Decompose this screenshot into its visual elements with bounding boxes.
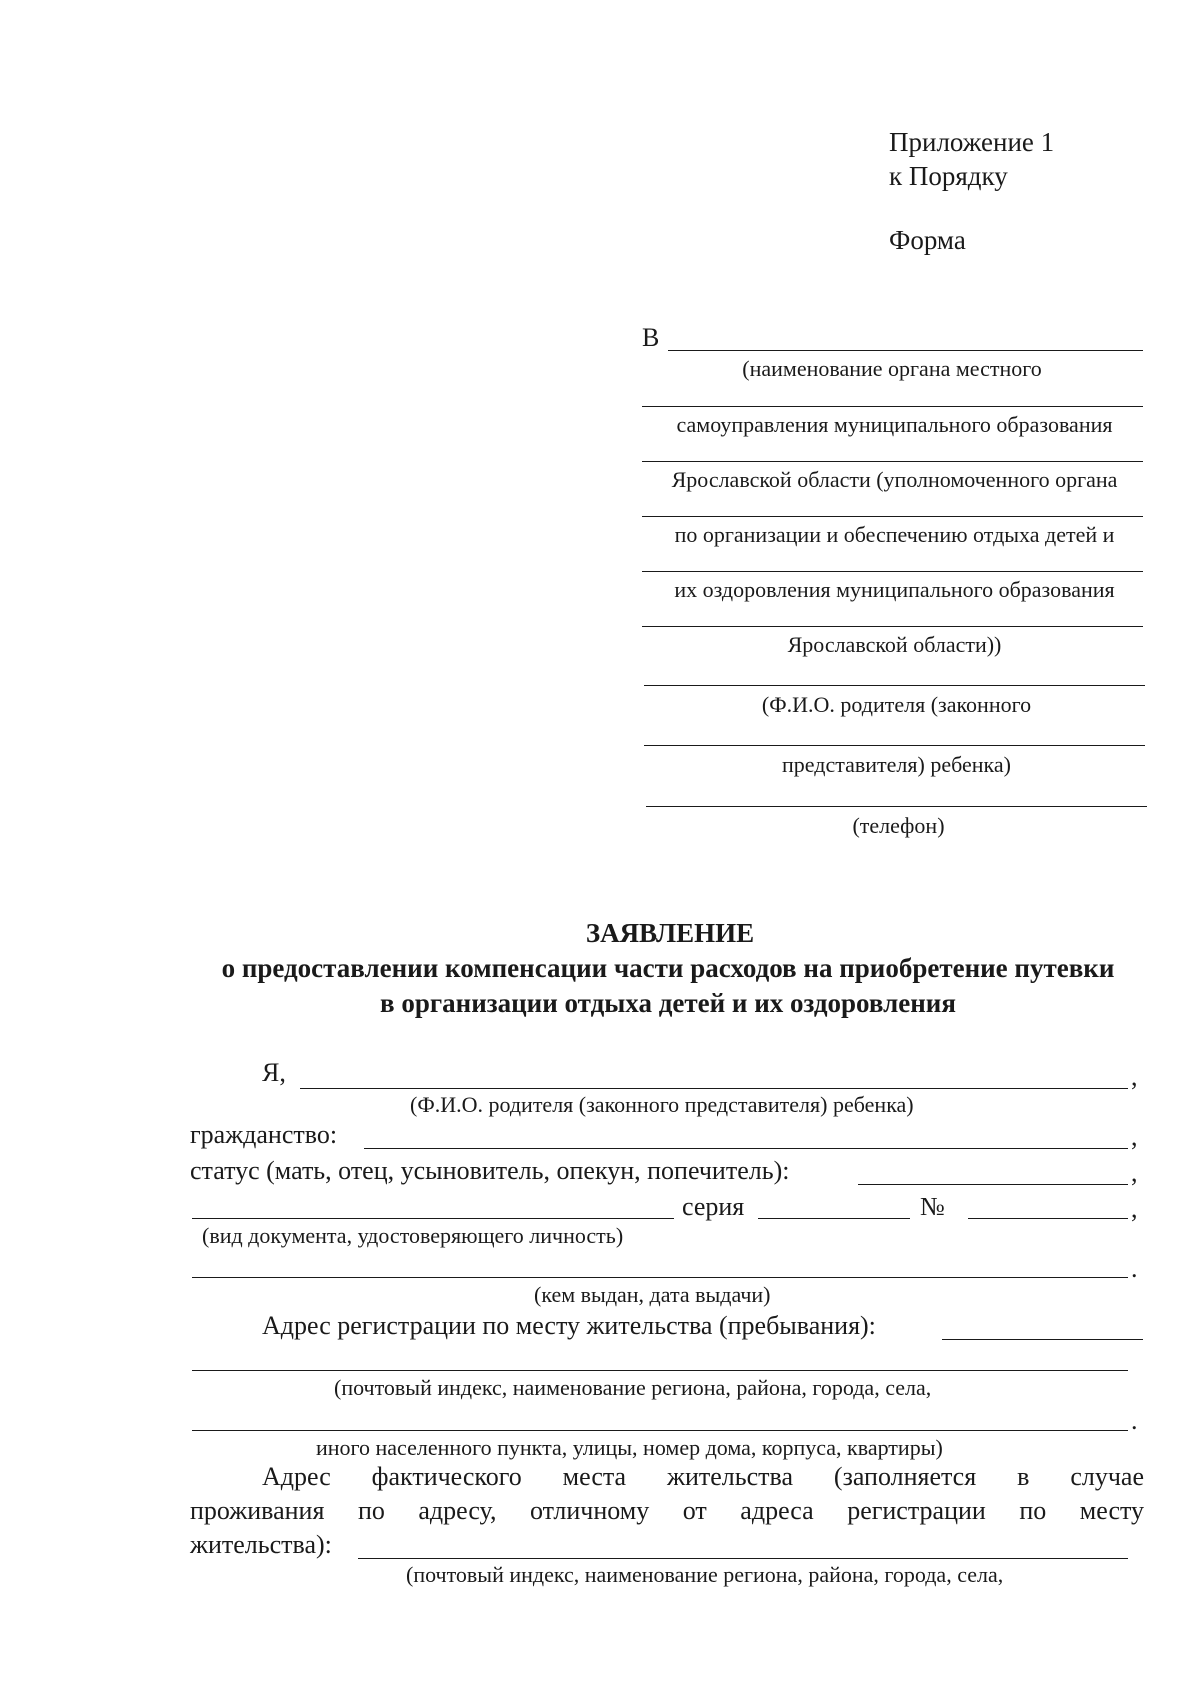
status-field[interactable] bbox=[858, 1184, 1128, 1185]
addressee-org-caption-3: Ярославской области (уполномоченного органа bbox=[671, 467, 1118, 492]
actual-address-word: в bbox=[1017, 1462, 1030, 1491]
actual-address-field[interactable] bbox=[358, 1558, 1128, 1559]
actual-address-line-3: жительства): bbox=[190, 1530, 332, 1559]
number-field[interactable] bbox=[968, 1218, 1128, 1219]
actual-address-word: отличному bbox=[529, 1496, 650, 1525]
addressee-org-field-6[interactable] bbox=[642, 626, 1143, 627]
addressee-org-field-2[interactable] bbox=[642, 406, 1143, 407]
actual-address-word: жительства bbox=[667, 1462, 793, 1491]
actual-address-word: (заполняется bbox=[833, 1462, 977, 1491]
series-field[interactable] bbox=[758, 1218, 910, 1219]
applicant-name-field[interactable] bbox=[300, 1088, 1128, 1089]
actual-address-word: месту bbox=[1079, 1496, 1144, 1525]
appendix-reference: к Порядку bbox=[889, 161, 1008, 191]
actual-address-word: от bbox=[682, 1496, 707, 1525]
statement-title: ЗАЯВЛЕНИЕ bbox=[585, 918, 755, 948]
applicant-name-comma: , bbox=[1131, 1062, 1138, 1091]
registration-address-label: Адрес регистрации по месту жительства (пребывания): bbox=[262, 1311, 876, 1340]
addressee-org-field-5[interactable] bbox=[642, 571, 1143, 572]
actual-address-word: адресу, bbox=[418, 1496, 497, 1525]
addressee-org-caption-4: по организации и обеспечению отдыха детей и bbox=[674, 522, 1115, 547]
form-label: Форма bbox=[889, 225, 966, 255]
registration-address-field[interactable] bbox=[942, 1339, 1143, 1340]
registration-postal-caption-1: (почтовый индекс, наименование региона, района, города, села, bbox=[334, 1375, 932, 1400]
actual-address-word: места bbox=[562, 1462, 627, 1491]
actual-address-word: фактического bbox=[371, 1462, 522, 1491]
parent-name-field-2[interactable] bbox=[644, 745, 1145, 746]
addressee-org-field[interactable] bbox=[668, 350, 1143, 351]
addressee-org-field-3[interactable] bbox=[642, 461, 1143, 462]
actual-address-word: по bbox=[1019, 1496, 1047, 1525]
phone-field[interactable] bbox=[646, 806, 1147, 807]
parent-name-field[interactable] bbox=[644, 685, 1145, 686]
actual-address-word: Адрес bbox=[262, 1462, 331, 1491]
actual-postal-caption: (почтовый индекс, наименование региона, района, города, села, bbox=[406, 1562, 1004, 1587]
actual-address-word: случае bbox=[1070, 1462, 1144, 1491]
addressee-org-field-4[interactable] bbox=[642, 516, 1143, 517]
number-label: № bbox=[920, 1192, 945, 1221]
addressee-org-caption-6: Ярославской области)) bbox=[787, 632, 1002, 657]
status-label: статус (мать, отец, усыновитель, опекун, попечитель): bbox=[190, 1156, 790, 1185]
addressee-org-caption-2: самоуправления муниципального образования bbox=[676, 412, 1113, 437]
applicant-name-caption: (Ф.И.О. родителя (законного представителя) ребенка) bbox=[410, 1092, 914, 1117]
registration-address-period: . bbox=[1131, 1406, 1138, 1435]
actual-address-word: по bbox=[357, 1496, 385, 1525]
issued-by-period: . bbox=[1131, 1254, 1138, 1283]
appendix-title: Приложение 1 bbox=[889, 127, 1055, 157]
registration-postal-caption-2: иного населенного пункта, улицы, номер дома, корпуса, квартиры) bbox=[316, 1435, 943, 1460]
issued-by-caption: (кем выдан, дата выдачи) bbox=[534, 1282, 771, 1307]
statement-subtitle-1: о предоставлении компенсации части расходов на приобретение путевки bbox=[221, 953, 1115, 983]
registration-address-field-2[interactable] bbox=[192, 1370, 1128, 1371]
parent-name-caption-1: (Ф.И.О. родителя (законного bbox=[761, 692, 1032, 717]
id-document-caption: (вид документа, удостоверяющего личность) bbox=[202, 1223, 624, 1248]
addressee-prefix: В bbox=[642, 323, 660, 352]
number-comma: , bbox=[1131, 1194, 1138, 1223]
citizenship-comma: , bbox=[1131, 1122, 1138, 1151]
actual-address-word: проживания bbox=[190, 1496, 325, 1525]
citizenship-label: гражданство: bbox=[190, 1120, 338, 1149]
addressee-org-caption-1: (наименование органа местного bbox=[742, 356, 1042, 381]
actual-address-word: регистрации bbox=[847, 1496, 986, 1525]
actual-address-line-2 bbox=[190, 1496, 1144, 1526]
actual-address-line-1 bbox=[262, 1462, 1144, 1492]
actual-address-word: адреса bbox=[740, 1496, 814, 1525]
phone-caption: (телефон) bbox=[852, 813, 945, 838]
id-document-field[interactable] bbox=[192, 1218, 674, 1219]
status-comma: , bbox=[1131, 1158, 1138, 1187]
applicant-prefix: Я, bbox=[262, 1058, 286, 1087]
citizenship-field[interactable] bbox=[364, 1148, 1128, 1149]
issued-by-field[interactable] bbox=[192, 1277, 1128, 1278]
parent-name-caption-2: представителя) ребенка) bbox=[782, 752, 1011, 777]
registration-address-field-3[interactable] bbox=[192, 1430, 1128, 1431]
addressee-org-caption-5: их оздоровления муниципального образования bbox=[674, 577, 1115, 602]
statement-subtitle-2: в организации отдыха детей и их оздоровления bbox=[380, 988, 956, 1018]
series-label: серия bbox=[682, 1192, 745, 1221]
